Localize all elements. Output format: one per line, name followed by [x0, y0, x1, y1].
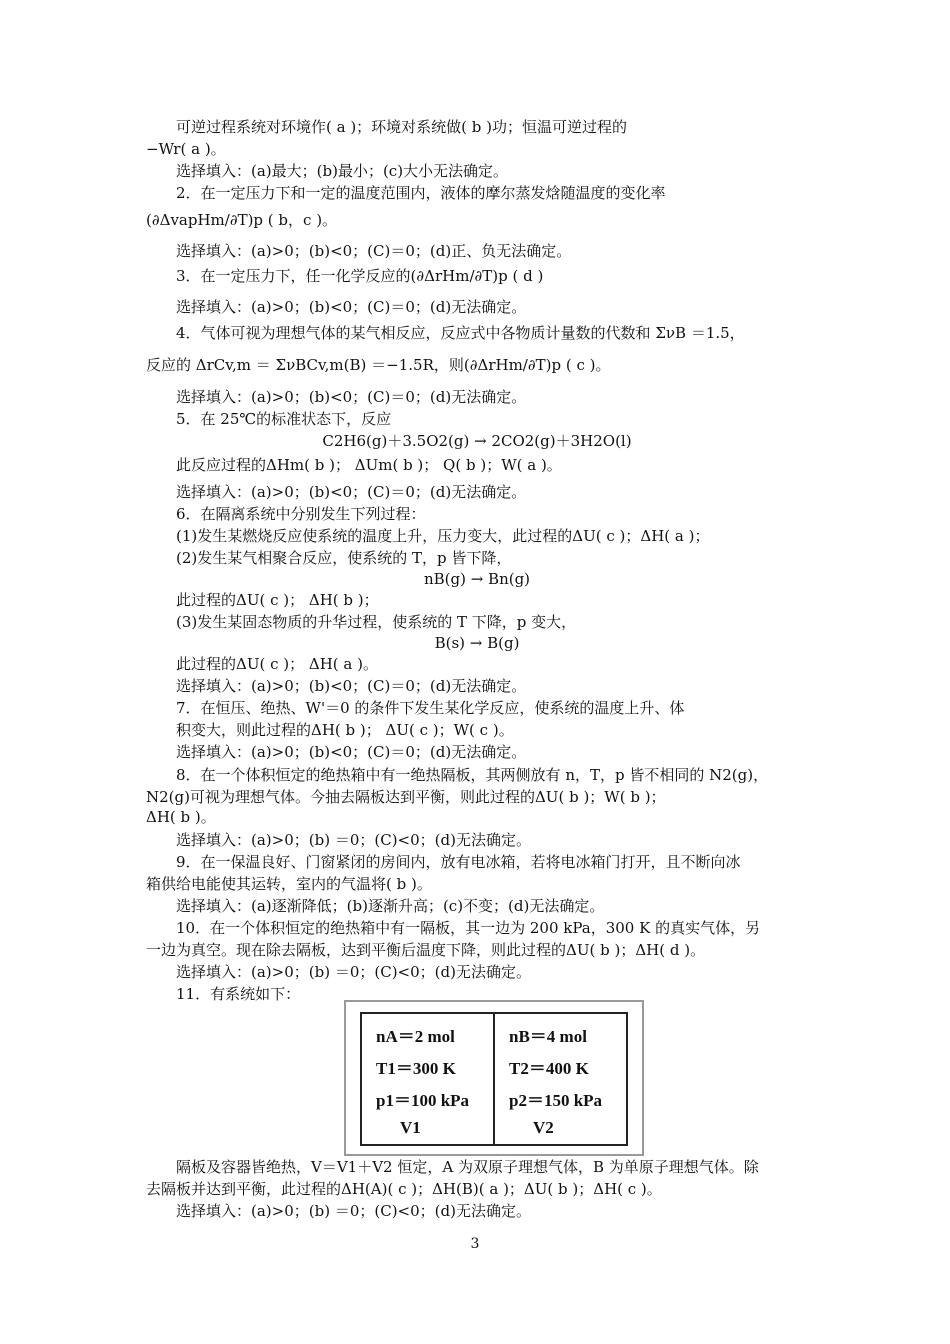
text-line: nB(g) → Bn(g) — [423, 570, 531, 588]
text-line: 选择填入：(a)>0；(b)<0；(C)＝0；(d)无法确定。 — [176, 743, 527, 761]
text-line: 可逆过程系统对环境作( a )；环境对系统做( b )功；恒温可逆过程的 — [176, 118, 628, 136]
left-pressure: p1＝100 kPa — [376, 1091, 470, 1110]
right-volume: V2 — [533, 1118, 554, 1137]
right-compartment — [493, 1014, 626, 1144]
text-line: 4．气体可视为理想气体的某气相反应，反应式中各物质计量数的代数和 ΣνB ＝1.5， — [176, 324, 745, 342]
right-temperature: T2＝400 K — [509, 1059, 589, 1078]
text-line: 隔板及容器皆绝热，V＝V1＋V2 恒定，A 为双原子理想气体，B 为单原子理想气体。除 — [176, 1158, 759, 1176]
text-line: 一边为真空。现在除去隔板，达到平衡后温度下降，则此过程的ΔU( b )；ΔH( d )。 — [146, 941, 706, 959]
text-line: 6．在隔离系统中分别发生下列过程： — [176, 505, 426, 523]
text-line: 8．在一个体积恒定的绝热箱中有一绝热隔板，其两侧放有 n，T，p 皆不相同的 N2(g)， — [176, 766, 769, 784]
container-diagram — [360, 1012, 628, 1146]
text-line: 7．在恒压、绝热、W'＝0 的条件下发生某化学反应，使系统的温度上升、体 — [176, 699, 685, 717]
text-line: 选择填入：(a)>0；(b) ＝0；(C)<0；(d)无法确定。 — [176, 1202, 531, 1220]
text-line: 选择填入：(a)>0；(b) ＝0；(C)<0；(d)无法确定。 — [176, 963, 531, 981]
text-line: 10．在一个体积恒定的绝热箱中有一隔板，其一边为 200 kPa，300 K 的真实气体，另 — [176, 919, 761, 937]
text-line: C2H6(g)＋3.5O2(g) → 2CO2(g)＋3H2O(l) — [322, 432, 632, 450]
text-line: 5．在 25℃的标准状态下，反应 — [176, 410, 392, 428]
text-line: 2．在一定压力下和一定的温度范围内，液体的摩尔蒸发焓随温度的变化率 — [176, 184, 666, 202]
text-line: B(s) → B(g) — [434, 634, 520, 652]
text-line: 此过程的ΔU( c )； ΔH( b )； — [176, 591, 379, 609]
page-number: 3 — [470, 1236, 480, 1252]
text-line: 选择填入：(a)>0；(b)<0；(C)＝0；(d)无法确定。 — [176, 298, 527, 316]
system-figure — [344, 1000, 644, 1156]
text-line: 选择填入：(a)>0；(b)<0；(C)＝0；(d)正、负无法确定。 — [176, 242, 572, 260]
text-line: 此过程的ΔU( c )； ΔH( a )。 — [176, 655, 378, 673]
left-amount: nA＝2 mol — [376, 1027, 455, 1046]
text-line: ΔH( b )。 — [146, 808, 216, 826]
text-line: N2(g)可视为理想气体。今抽去隔板达到平衡，则此过程的ΔU( b )；W( b )； — [146, 788, 666, 806]
text-line: 积变大，则此过程的ΔH( b )； ΔU( c )；W( c )。 — [176, 721, 514, 739]
right-amount: nB＝4 mol — [509, 1027, 587, 1046]
right-pressure: p2＝150 kPa — [509, 1091, 603, 1110]
text-line: (1)发生某燃烧反应使系统的温度上升，压力变大，此过程的ΔU( c )；ΔH( a )； — [176, 527, 710, 545]
text-line: (3)发生某固态物质的升华过程，使系统的 T 下降，p 变大， — [176, 613, 577, 631]
text-line: 选择填入：(a)>0；(b) ＝0；(C)<0；(d)无法确定。 — [176, 831, 531, 849]
text-line: 3．在一定压力下，任一化学反应的(∂ΔrHm/∂T)p ( d ) — [176, 267, 544, 285]
text-line: (2)发生某气相聚合反应，使系统的 T，p 皆下降， — [176, 549, 512, 567]
text-line: 选择填入：(a)逐渐降低；(b)逐渐升高；(c)不变；(d)无法确定。 — [176, 897, 605, 915]
text-line: 9．在一保温良好、门窗紧闭的房间内，放有电冰箱，若将电冰箱门打开，且不断向冰 — [176, 853, 741, 871]
text-line: 选择填入：(a)>0；(b)<0；(C)＝0；(d)无法确定。 — [176, 388, 527, 406]
left-volume: V1 — [400, 1118, 421, 1137]
text-line: (∂ΔvapHm/∂T)p ( b，c )。 — [146, 211, 338, 229]
text-line: 选择填入：(a)>0；(b)<0；(C)＝0；(d)无法确定。 — [176, 677, 527, 695]
text-line: 选择填入：(a)>0；(b)<0；(C)＝0；(d)无法确定。 — [176, 483, 527, 501]
text-line: 去隔板并达到平衡，此过程的ΔH(A)( c )；ΔH(B)( a )；ΔU( b )；ΔH( c )。 — [146, 1180, 662, 1198]
text-line: 选择填入：(a)最大；(b)最小；(c)大小无法确定。 — [176, 162, 509, 180]
text-line: 此反应过程的ΔHm( b )； ΔUm( b )； Q( b )；W( a )。 — [176, 456, 562, 474]
text-line: 箱供给电能使其运转，室内的气温将( b )。 — [146, 875, 432, 893]
text-line: −Wr( a )。 — [146, 140, 226, 158]
text-line: 反应的 ΔrCv,m ＝ ΣνBCv,m(B) ＝−1.5R，则(∂ΔrHm/∂T)p ( c )。 — [146, 356, 611, 374]
left-compartment — [362, 1014, 493, 1144]
text-line: 11．有系统如下： — [176, 985, 301, 1003]
left-temperature: T1＝300 K — [376, 1059, 456, 1078]
